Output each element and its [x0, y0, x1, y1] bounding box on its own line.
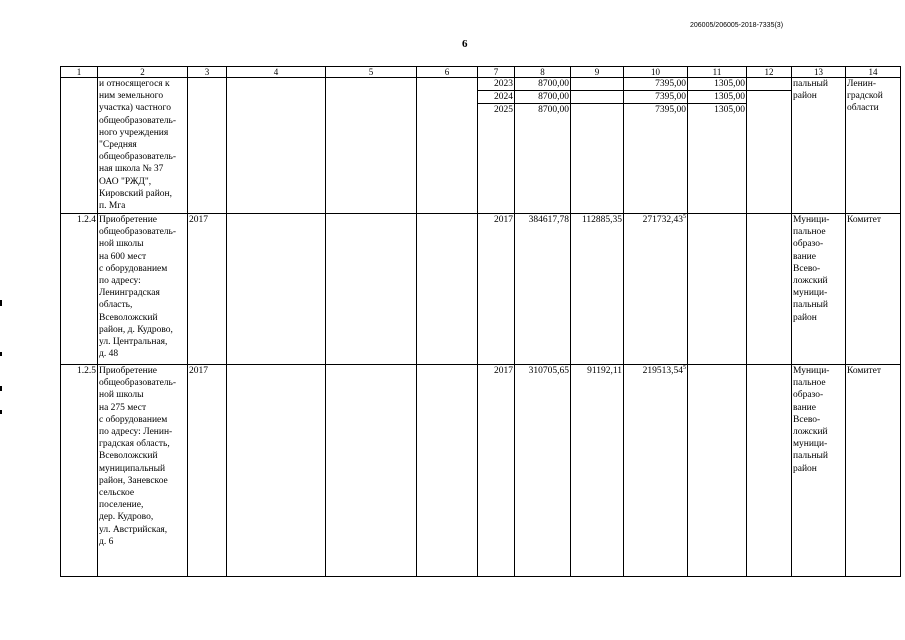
responsible-cell: Комитет [846, 365, 901, 577]
column-header: 13 [792, 67, 846, 78]
year-cell: 2017 [478, 365, 515, 577]
column-header: 3 [188, 67, 227, 78]
column-header: 6 [417, 67, 478, 78]
amount-cell: 1305,00 [688, 91, 746, 104]
amount-cell: 219513,54$^5$ [624, 365, 688, 577]
object-name: и относящегося к ним земельного участка) частного общеобразователь- ного учреждения "Средняя общеобразователь- ная школа № 37 ОАО "РЖД", Кировский район, п. Мга [98, 78, 188, 214]
table-row [61, 214, 901, 365]
scan-edge-mark [0, 386, 2, 391]
responsible-cell: Ленин- градской области [846, 78, 901, 214]
amount-cell: 8700,00 [515, 91, 570, 104]
row-number: 1.2.4 [61, 214, 98, 365]
footnote-mark: 5 [683, 213, 686, 220]
row-number: 1.2.5 [61, 365, 98, 577]
column-header: 8 [515, 67, 571, 78]
amount-cell: 7395,00 [624, 78, 687, 91]
responsible-cell: Комитет [846, 214, 901, 365]
footnote-mark: 5 [683, 364, 686, 371]
year-cell: 2017 [188, 214, 227, 365]
municipality-cell: Муници- пальное образо- вание Всево- ложский муници- пальный район [792, 214, 846, 365]
column-header: 5 [326, 67, 417, 78]
amount-cell: 8700,00 [538, 105, 569, 115]
municipality-cell: Муници- пальное образо- вание Всево- ложский муници- пальный район [792, 365, 846, 577]
object-name: Приобретение общеобразователь- ной школы на 275 мест с оборудованием по адресу: Ленин- градская область, Всеволожский муниципальный район, Заневское сельское поселение, дер. Кудрово, ул. Австрийская, д. 6 [98, 365, 188, 577]
amount-cell: 91192,11 [571, 365, 624, 577]
column-header: 11 [688, 67, 747, 78]
amount-cell: 384617,78 [515, 214, 571, 365]
amount-cell: 7395,00 [624, 91, 687, 104]
column-header: 1 [61, 67, 98, 78]
year-cell: 2025 [494, 105, 513, 115]
year-cell: 2024 [478, 91, 514, 104]
amount-cell: 310705,65 [515, 365, 571, 577]
municipality-cell: пальный район [792, 78, 846, 214]
year-cell: 2017 [188, 365, 227, 577]
year-cell: 2023 [478, 78, 514, 91]
column-header: 10 [624, 67, 688, 78]
column-number-row [61, 67, 901, 78]
amount-cell: 8700,00 [515, 78, 570, 91]
table-row [61, 78, 901, 214]
page-number: 6 [462, 38, 468, 50]
amount-cell: 1305,00 [688, 78, 746, 91]
scan-edge-mark [0, 410, 2, 414]
column-header: 7 [478, 67, 515, 78]
column-header: 12 [747, 67, 792, 78]
amount-cell: 112885,35 [571, 214, 624, 365]
amount-cell: 271732,43$^5$ [624, 214, 688, 365]
column-header: 14 [846, 67, 901, 78]
budget-table [60, 66, 901, 577]
document-id: 206005/206005-2018-7335(3) [690, 22, 784, 29]
column-header: 4 [227, 67, 326, 78]
scan-edge-mark [0, 300, 2, 306]
column-header: 9 [571, 67, 624, 78]
amount-cell: 1305,00 [714, 105, 745, 115]
year-cell: 2017 [478, 214, 515, 365]
amount-cell: 7395,00 [655, 105, 686, 115]
table-row [61, 365, 901, 577]
object-name: Приобретение общеобразователь- ной школы на 600 мест с оборудованием по адресу: Ленинградская область, Всеволожский район, д. Кудрово, ул. Центральная, д. 48 [98, 214, 188, 365]
column-header: 2 [98, 67, 188, 78]
scan-edge-mark [0, 352, 2, 356]
